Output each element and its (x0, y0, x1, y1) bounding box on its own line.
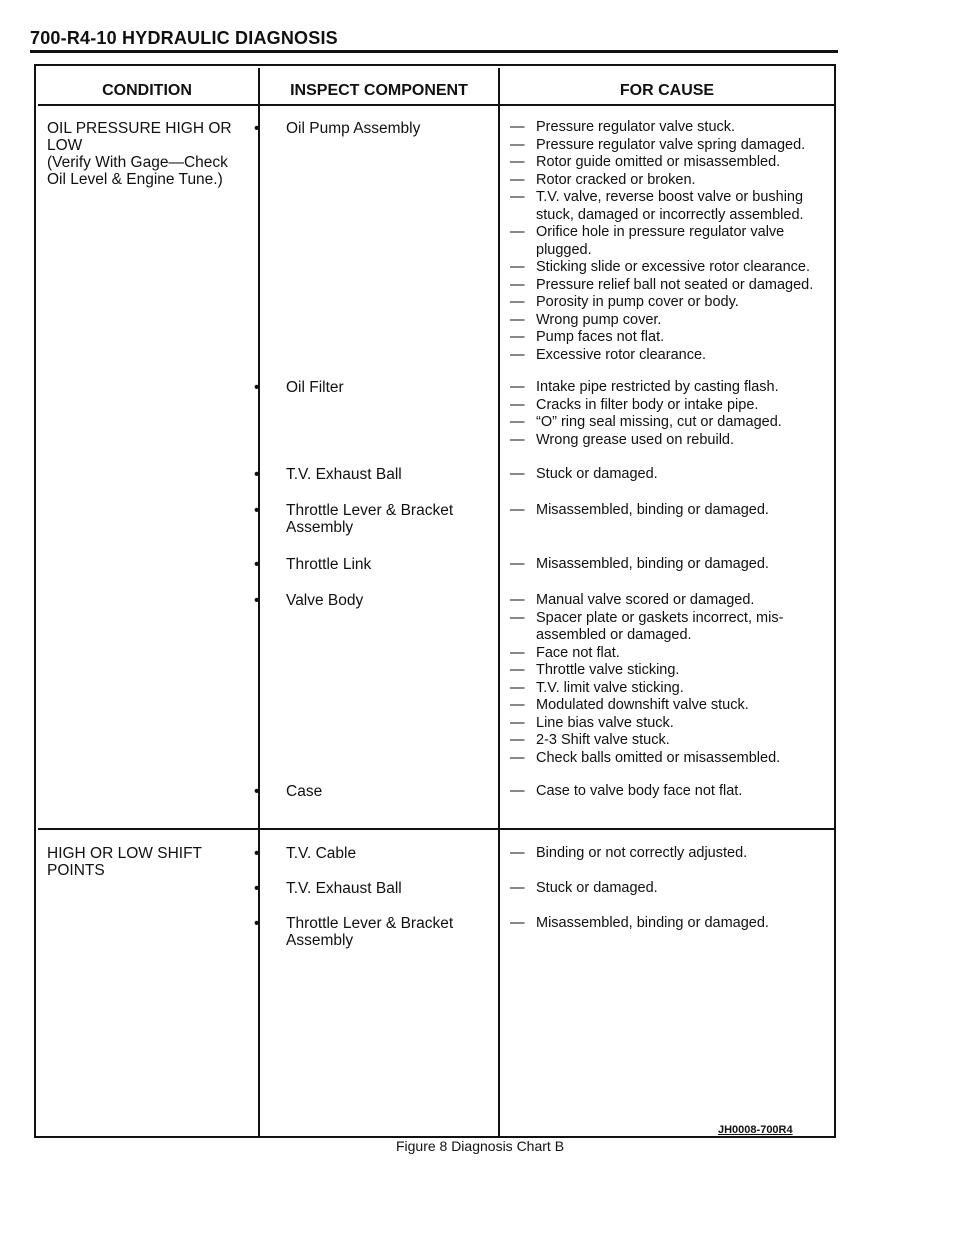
cause-item: — Rotor guide omitted or misassembled. (510, 154, 781, 170)
cause-list (510, 845, 830, 863)
cause-item: — T.V. valve, reverse boost valve or bushing stuck, damaged or incorrectly assembled. (510, 189, 804, 223)
cause-item: — Rotor cracked or broken. (510, 171, 696, 188)
bullet-icon: • (254, 556, 260, 573)
cause-item: — Wrong pump cover. (510, 311, 662, 328)
cause-list (510, 783, 830, 801)
cause-item: — Stuck or damaged. (510, 880, 658, 896)
component-item (254, 120, 492, 137)
component-item (254, 502, 492, 536)
cause-item: — Modulated downshift valve stuck. (510, 697, 749, 713)
cause-item: — T.V. limit valve sticking. (510, 679, 684, 696)
condition-cell: HIGH OR LOW SHIFT POINTS (47, 845, 202, 879)
bullet-icon: • (254, 120, 260, 137)
cause-item: — “O” ring seal missing, cut or damaged. (510, 414, 782, 430)
cause-list (510, 502, 830, 520)
bullet-icon: • (254, 502, 260, 519)
cause-item: — Porosity in pump cover or body. (510, 294, 739, 310)
bullet-icon: • (254, 466, 260, 483)
bullet-icon: • (254, 592, 260, 609)
cause-list (510, 592, 830, 767)
column-divider-2 (498, 68, 500, 1136)
cause-item: — Pressure regulator valve stuck. (510, 119, 736, 135)
cause-item: — Pressure relief ball not seated or damaged. (510, 276, 814, 293)
component-item (254, 880, 492, 897)
figure-code: JH0008-700R4 (718, 1124, 793, 1136)
cause-item: — Face not flat. (510, 644, 620, 661)
component-label: T.V. Cable (286, 845, 357, 862)
bullet-icon: • (254, 379, 260, 396)
component-label: Throttle Lever & Bracket Assembly (286, 502, 454, 536)
component-label: Valve Body (286, 592, 364, 609)
header-rule (30, 50, 838, 53)
figure-caption: Figure 8 Diagnosis Chart B (395, 1138, 565, 1154)
column-header-condition: CONDITION (102, 82, 192, 99)
component-label: T.V. Exhaust Ball (286, 880, 402, 897)
component-item (254, 556, 492, 573)
cause-item: — Line bias valve stuck. (510, 714, 674, 731)
cause-item: — Check balls omitted or misassembled. (510, 749, 781, 766)
component-item (254, 845, 492, 862)
component-item (254, 783, 492, 800)
cause-item: — Spacer plate or gaskets incorrect, mis-assembled or damaged. (510, 609, 784, 643)
header-row-rule (38, 104, 834, 106)
component-item (254, 592, 492, 609)
component-label: Oil Pump Assembly (286, 120, 421, 137)
condition-cell: OIL PRESSURE HIGH OR LOW (Verify With Gage—Check Oil Level & Engine Tune.) (47, 120, 232, 188)
cause-item: — Stuck or damaged. (510, 466, 658, 482)
component-label: Oil Filter (286, 379, 344, 396)
component-label: Case (286, 783, 323, 800)
cause-item: — Manual valve scored or damaged. (510, 592, 755, 608)
section-divider (38, 828, 834, 830)
component-label: Throttle Lever & Bracket Assembly (286, 915, 454, 949)
column-header-cause: FOR CAUSE (619, 82, 715, 99)
cause-list (510, 466, 830, 484)
cause-list (510, 880, 830, 898)
cause-item: — Orifice hole in pressure regulator valve plugged. (510, 224, 785, 258)
cause-item: — Misassembled, binding or damaged. (510, 502, 769, 518)
cause-item: — Cracks in filter body or intake pipe. (510, 396, 759, 413)
page-title: 700-R4-10 HYDRAULIC DIAGNOSIS (30, 28, 338, 48)
bullet-icon: • (254, 783, 260, 800)
cause-item: — Misassembled, binding or damaged. (510, 915, 769, 931)
cause-item: — Throttle valve sticking. (510, 662, 680, 678)
component-item (254, 466, 492, 483)
bullet-icon: • (254, 880, 260, 897)
cause-item: — Case to valve body face not flat. (510, 783, 743, 799)
component-label: T.V. Exhaust Ball (286, 466, 402, 483)
cause-list (510, 915, 830, 933)
cause-item: — Misassembled, binding or damaged. (510, 556, 769, 572)
cause-item: — Pump faces not flat. (510, 329, 665, 345)
cause-item: — Sticking slide or excessive rotor clearance. (510, 259, 811, 275)
bullet-icon: • (254, 915, 260, 932)
cause-item: — Pressure regulator valve spring damaged. (510, 136, 806, 153)
component-label: Throttle Link (286, 556, 372, 573)
column-header-component: INSPECT COMPONENT (290, 82, 468, 99)
cause-item: — Intake pipe restricted by casting flash. (510, 379, 779, 395)
cause-item: — Excessive rotor clearance. (510, 346, 707, 363)
cause-item: — Binding or not correctly adjusted. (510, 845, 748, 861)
component-item (254, 379, 492, 396)
cause-item: — Wrong grease used on rebuild. (510, 431, 735, 448)
cause-list (510, 379, 830, 449)
cause-list (510, 119, 830, 364)
component-item (254, 915, 492, 949)
cause-item: — 2-3 Shift valve stuck. (510, 732, 670, 748)
cause-list (510, 556, 830, 574)
bullet-icon: • (254, 845, 260, 862)
